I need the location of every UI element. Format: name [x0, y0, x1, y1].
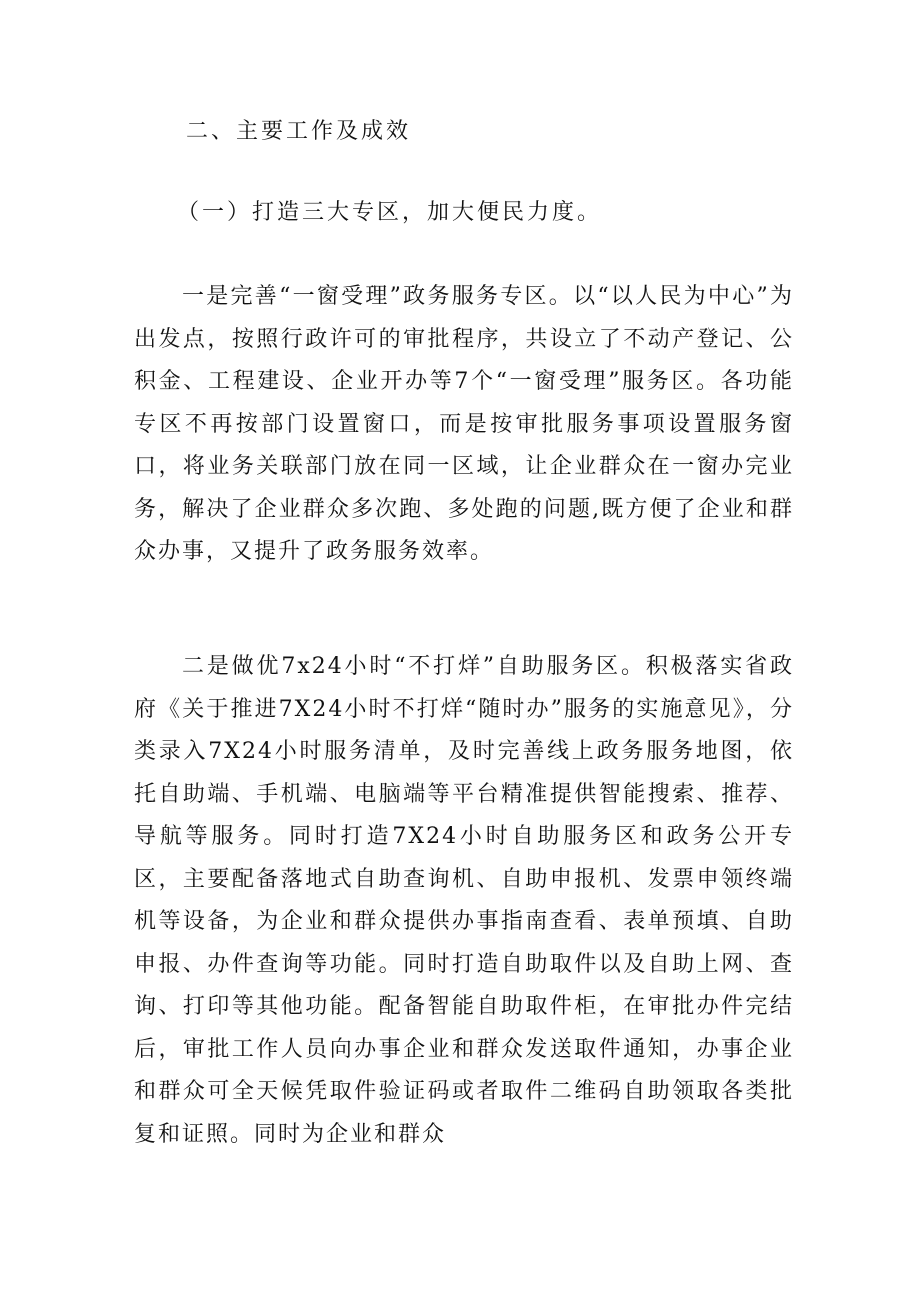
- subsection-heading: （一）打造三大专区，加大便民力度。: [177, 200, 603, 225]
- section-heading: 二、主要工作及成效: [186, 119, 412, 144]
- paragraph-self-service-area: 二是做优7x24小时“不打烊”自助服务区。积极落实省政府《关于推进7X24小时不打烊“随时办”服务的实施意见》，分类录入7X24小时服务清单，及时完善线上政务服务地图，依托自助端、手机端、电脑端等平台精准提供智能搜索、推荐、导航等服务。同时打造7X24小时自助服务区和政务公开专区，主要配备落地式自助查询机、自助申报机、发票申领终端机等设备，为企业和群众提供办事指南查看、表单预填、自助申报、办件查询等功能。同时打造自助取件以及自助上网、查询、打印等其他功能。配备智能自助取件柜，在审批办件完结后，审批工作人员向办事企业和群众发送取件通知，办事企业和群众可全天候凭取件验证码或者取件二维码自助领取各类批复和证照。同时为企业和群众: [134, 654, 794, 1147]
- paragraph-one-window-service: 一是完善“一窗受理”政务服务专区。以“以人民为中心”为出发点，按照行政许可的审批程序，共设立了不动产登记、公积金、工程建设、企业开办等7个“一窗受理”服务区。各功能专区不再按部门设置窗口，而是按审批服务事项设置服务窗口，将业务关联部门放在同一区域，让企业群众在一窗办完业务，解决了企业群众多次跑、多处跑的问题,既方便了企业和群众办事，又提升了政务服务效率。: [134, 284, 794, 564]
